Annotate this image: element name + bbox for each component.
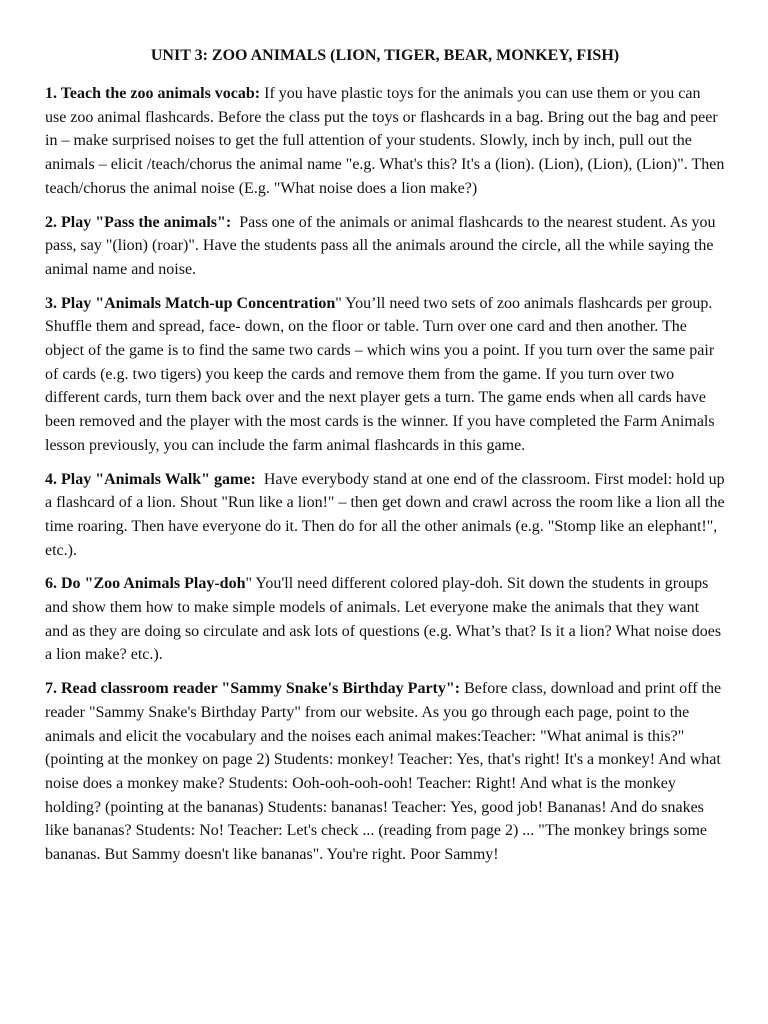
- document-page: [45, 44, 725, 877]
- section-heading: 6. Do "Zoo Animals Play-doh: [45, 575, 246, 593]
- section-heading: 4. Play "Animals Walk" game:: [45, 470, 256, 488]
- section-heading: 7. Read classroom reader "Sammy Snake's Birthday Party":: [45, 680, 461, 698]
- section-body: " You'll need different colored play-doh. Sit down the students in groups and show them how to make simple models of animals. Let everyone make the animals that they want and as they are doing so circulate and ask lots of questions (e.g. What’s that? Is it a lion? What noise does a lion make? etc.).: [45, 575, 722, 664]
- section-body: Have everybody stand at one end of the classroom. First model: hold up a flashcard of a lion. Shout "Run like a lion!" – then get down and crawl across the room like a lion all the time roaring. Then have everyone do it. Then do for all the other animals (e.g. "Stomp like an elephant!", etc.).: [45, 470, 725, 559]
- section-match-up-concentration: [45, 292, 725, 458]
- section-teach-vocab: [45, 82, 725, 201]
- section-body: Pass one of the animals or animal flashcards to the nearest student. As you pass, say "(lion) (roar)". Have the students pass all the animals around the circle, all the while saying the animal name and noise.: [45, 213, 716, 278]
- section-spacer: [256, 471, 264, 488]
- section-classroom-reader: [45, 677, 725, 867]
- section-pass-the-animals: [45, 211, 725, 282]
- section-animals-walk: [45, 468, 725, 563]
- section-heading: 1. Teach the zoo animals vocab:: [45, 85, 261, 102]
- document-title: UNIT 3: ZOO ANIMALS (LION, TIGER, BEAR, MONKEY, FISH): [150, 47, 620, 64]
- section-play-doh: [45, 572, 725, 667]
- section-body: If you have plastic toys for the animals you can use them or you can use zoo animal flashcards. Before the class put the toys or flashcards in a bag. Bring out the bag and peer in – make surprised noises to get the full attention of your students. Slowly, inch by inch, pull out the animals – elicit /teach/chorus the animal name "e.g. What's this? It's a (lion). (Lion), (Lion), (Lion)". Then teach/chorus the animal noise (E.g. "What noise does a lion make?): [45, 85, 725, 197]
- section-heading: 2. Play "Pass the animals":: [45, 213, 232, 231]
- section-heading: 3. Play "Animals Match-up Concentration: [45, 294, 336, 312]
- section-body: Before class, download and print off the reader "Sammy Snake's Birthday Party" from our website. As you go through each page, point to the animals and elicit the vocabulary and the noises each animal makes:Teacher: "What animal is this?" (pointing at the monkey on page 2) Students: monkey! Teacher: Yes, that's right! It's a monkey! And what noise does a monkey make? Students: Ooh-ooh-ooh-ooh! Teacher: Right! And what is the monkey holding? (pointing at the bananas) Students: bananas! Teacher: Yes, good job! Bananas! And do snakes like bananas? Students: No! Teacher: Let's check ... (reading from page 2) ... "The monkey brings some bananas. But Sammy doesn't like bananas". You're right. Poor Sammy!: [45, 680, 722, 864]
- section-body: " You’ll need two sets of zoo animals flashcards per group. Shuffle them and spread, face- down, on the floor or table. Turn over one card and then another. The object of the game is to find the same two cards – which wins you a point. If you turn over the same pair of cards (e.g. two tigers) you keep the cards and remove them from the game. If you turn over two different cards, turn them back over and the next player gets a turn. The game ends when all cards have been removed and the player with the most cards is the winner. If you have completed the Farm Animals lesson previously, you can include the farm animal flashcards in this game.: [45, 294, 715, 454]
